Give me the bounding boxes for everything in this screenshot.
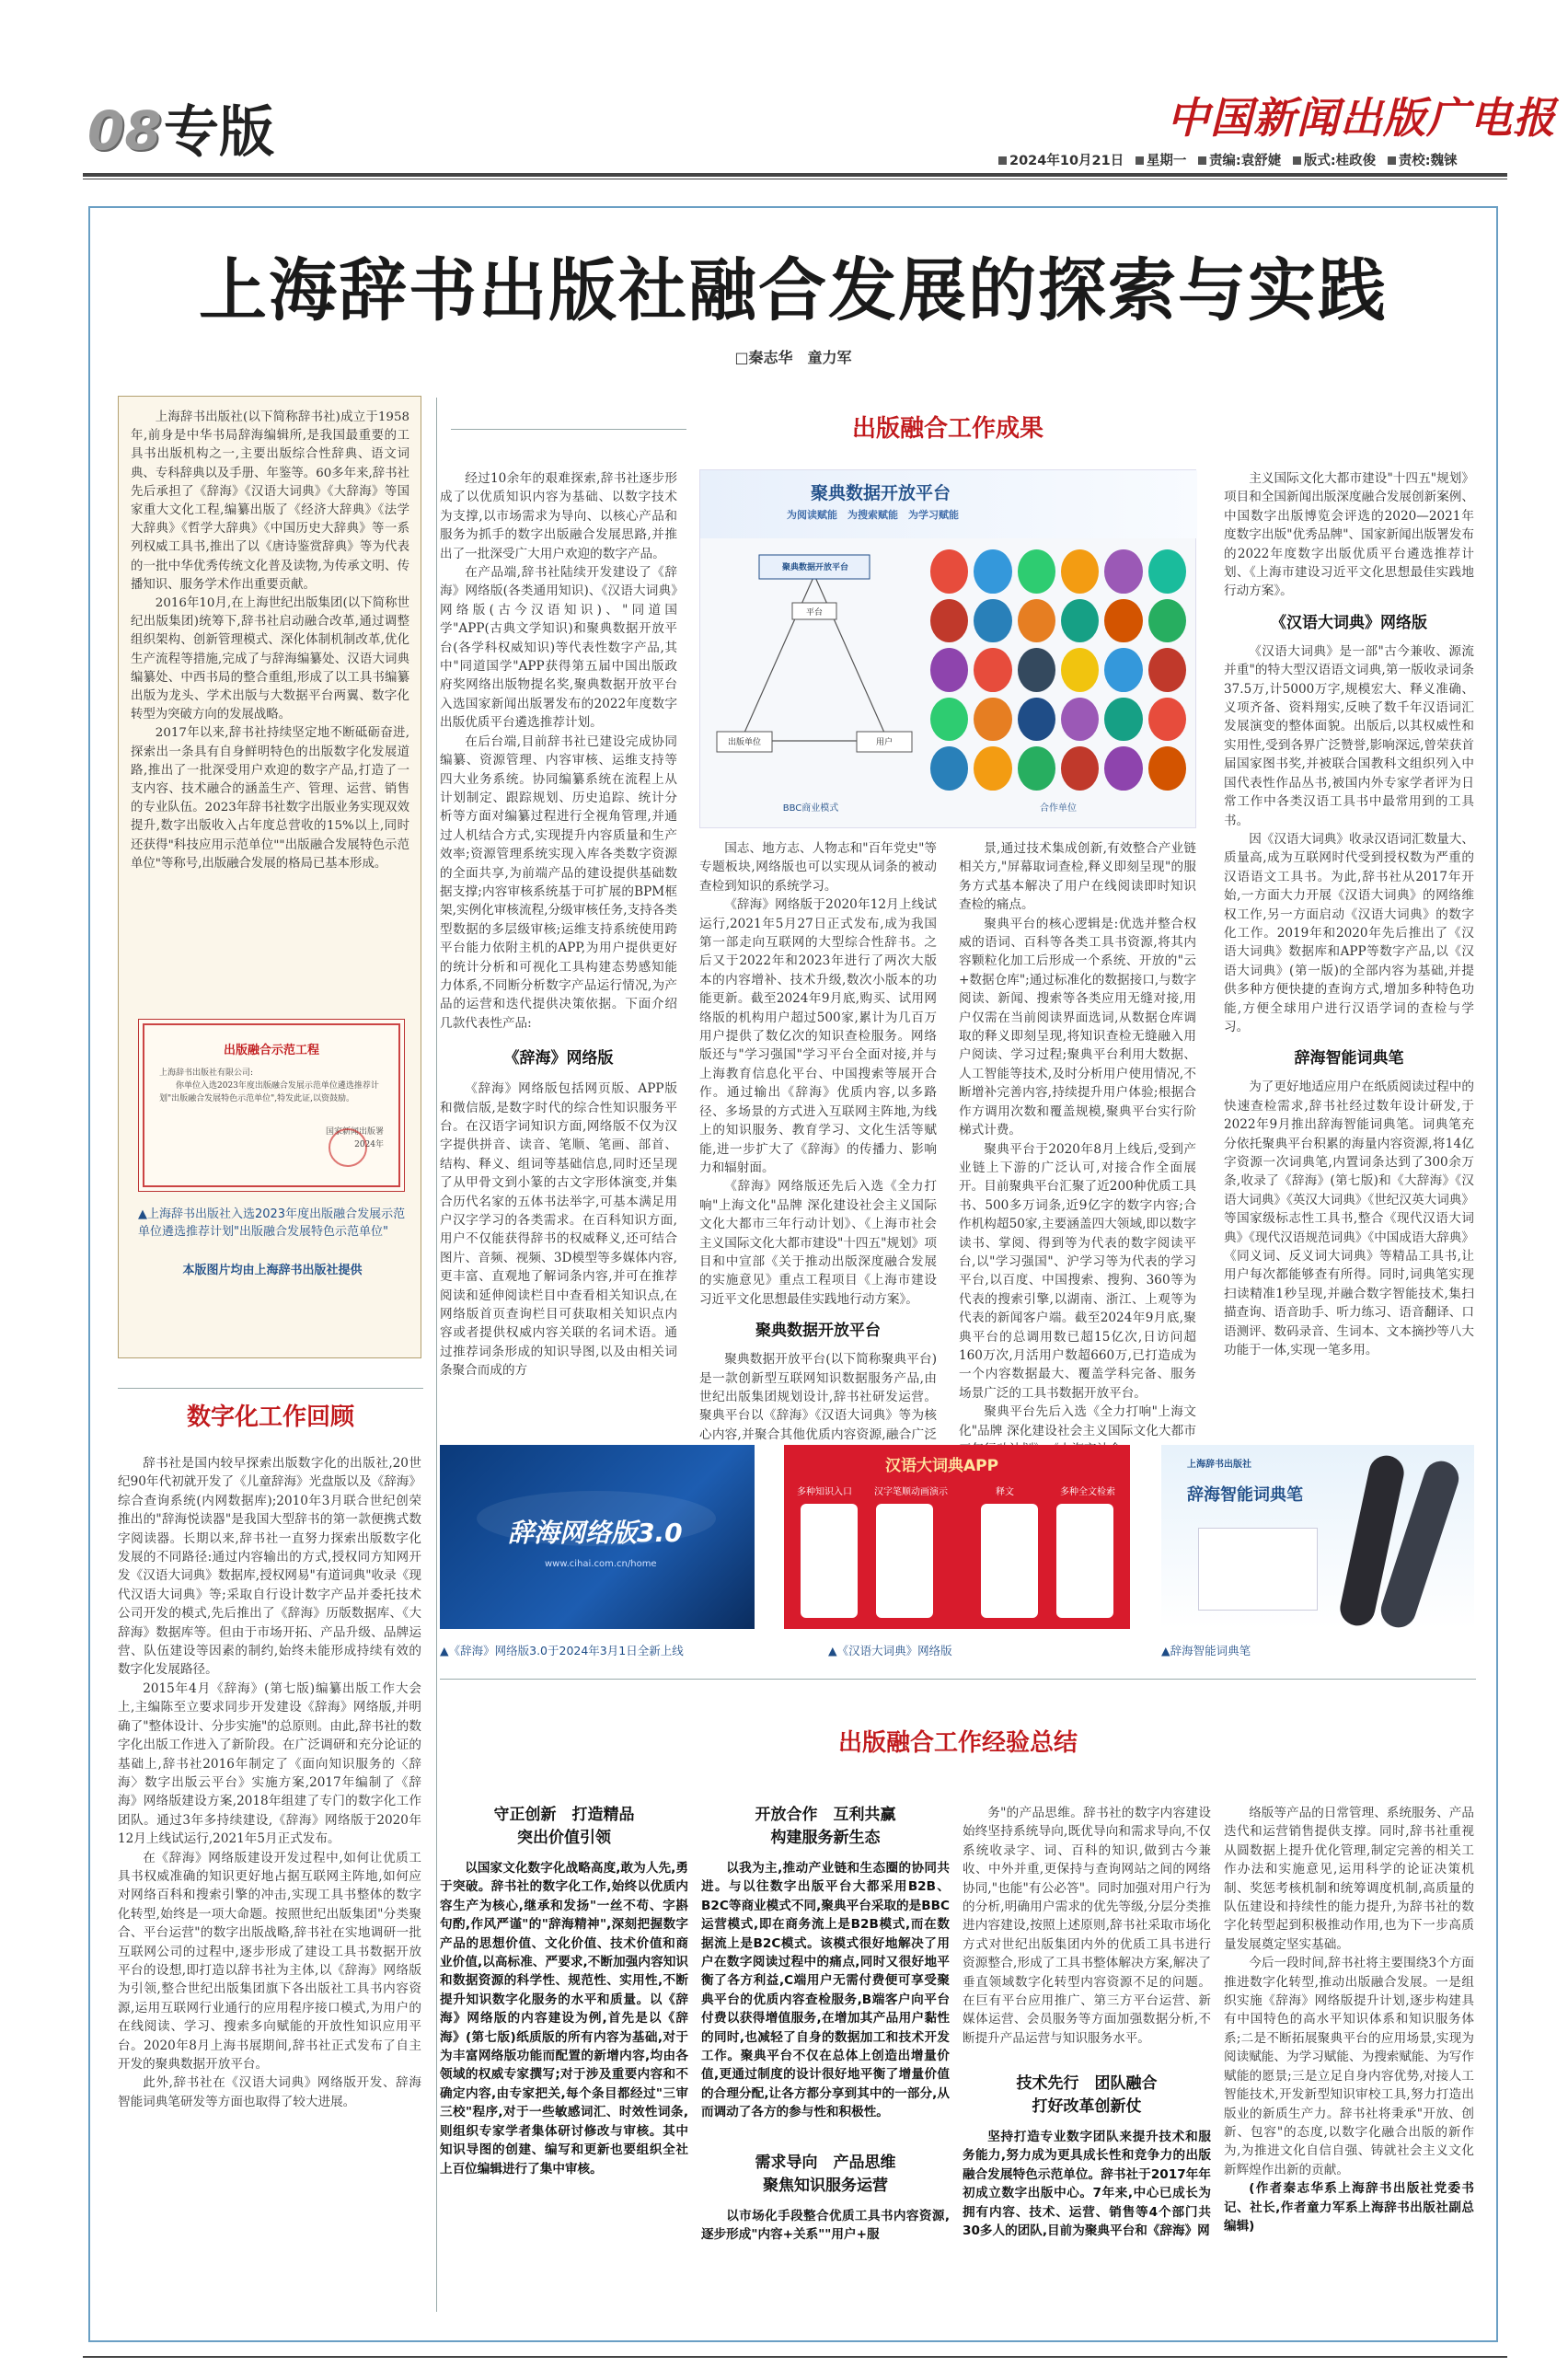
results-heading-rule-left (451, 429, 686, 430)
experience-rule (440, 1679, 1476, 1680)
partner-logo-grid (930, 549, 1186, 791)
certificate-line: 你单位入选2023年度出版融合发展示范单位遴选推荐计划"出版融合发展特色示范单位",特发此证,以资鼓励。 (159, 1081, 379, 1103)
exp-col3b (963, 2128, 1211, 2246)
hydc-feature: 释文 (996, 1487, 1014, 1497)
results-paragraph: 聚典平台先后入选《全力打响"上海文化"品牌 深化建设社会主义国际文化大都市 (959, 1404, 1196, 1438)
results-paragraph: 聚典平台于2020年8月上线后,受到产业链上下游的广泛认可,对接合作全面展开。目前聚典平台汇聚了近200种优质工具书、500多万词条,近9亿字的数字内容;合作机构超50家,主要涵盖四大领域,即以数字读书、掌阅、得到等为代表的数字阅读平台,以"学习强国"、沪学习等为代表的学习平台,以百度、中国搜索、搜狗、360等为代表的搜索引擎,以湖南、浙江、上观等为代表的新闻客户端。截至2024年9月底,聚典平台的总调用数已超15亿次,日访问超160万次,月活用户数超660万,已打造成为一个内容数据最大、覆盖学科完备、服务场景广泛的工具书数据开放平台。 (959, 1141, 1196, 1401)
results-paragraph: 聚典平台的核心逻辑是:优选并整合权威的语词、百科等各类工具书资源,将其内容颗粒化加工后形成一个系统、开放的"云+数据仓库";通过标准化的数据接口,与数字阅读、新闻、搜索等各类应用无缝对接,用户仅需在当前阅读界面选词,从数据仓库调取的释义即刻呈现,将知识查检无缝融入用户阅读、学习过程;聚典平台利用大数据、人工智能等技术,及时分析用户使用情况,不断增补完善内容,持续提升用户体验;根据合作方调用次数和覆盖规模,聚典平台实行阶梯式计费。 (959, 916, 1196, 1138)
block4-title: 技术先行 团队融合 打好改革创新仗 (1016, 2074, 1158, 2116)
partner-logo-icon (1104, 549, 1142, 594)
article-authors: □秦志华 童力军 (734, 349, 852, 366)
partner-logo-icon (1061, 698, 1099, 742)
partner-logo-icon (1148, 549, 1186, 594)
pen-photo-label: 辞海智能词典笔 (1187, 1485, 1303, 1505)
exp-paragraph: 务"的产品思维。辞书社的数字内容建设始终坚持系统导向,既优导向和需求导向,不仅系统收录字、词、百科的知识,做到古今兼收、中外并重,更保持与查询网站之间的网络协同,"也能"有公必答"。同时加强对用户行为的分析,明确用户需求的优先等级,分层分类推进内容建设,按照上述原则,辞书社采取市场化方式对世纪出版集团内外的优质工具书进行资源整合,形成了工具书整体解决方案,解决了垂直领域数字化转型内容资源不足的问题。在巨有平台应用推广、第三方平台运营、新媒体运营、会员服务等方面加强数据分析,不断提升产品运营与知识服务水平。 (963, 1806, 1211, 2046)
exp-paragraph: 今后一段时间,辞书社将主要围绕3个方面推进数字化转型,推动出版融合发展。一是组织实施《辞海》网络版提升计划,逐步构建具有中国特色的高水平知识体系和知识服务体系;二是不断拓展聚典平台的应用场景,实现为阅读赋能、为学习赋能、为搜索赋能、为写作赋能的愿景;三是立足自身内容优势,对接人工智能技术,开发新型知识审校工具,努力打造出版业的新质生产力。辞书社将秉承"开放、创新、包容"的态度,以数字化融合出版的新作为,为推进文化自信自强、铸就社会主义文化新辉煌作出新的贡献。 (1224, 1956, 1474, 2177)
exp-col2b (701, 2207, 950, 2246)
hydc-photo-label: 汉语大词典APP (885, 1457, 999, 1475)
phone-screen (876, 1504, 933, 1618)
hydc-photo (784, 1445, 1130, 1629)
diagram-label: 出版单位 (727, 738, 761, 747)
partner-logo-icon (1148, 648, 1186, 692)
partner-logo-icon (930, 648, 968, 692)
cihai-heading: 《辞海》网络版 (503, 1049, 614, 1068)
diagram-center-label: 聚典数据开放平台 (781, 563, 848, 572)
exp-col4 (1224, 1804, 1474, 2246)
results-col1 (440, 469, 677, 1404)
partner-logo-icon (930, 549, 968, 594)
intro-text (131, 409, 409, 1009)
exp-paragraph: 以我为主,推动产业链和生态圈的协同共进。与以往数字出版平台大都采用B2B、B2C等商业模式不同,聚典平台采取的是BBC运营模式,即在商务流上是B2B模式,而在数据流上是B2C模式。该模式很好地解决了用户在数字阅读过程中的痛点,同时又很好地平衡了各方利益,C端用户无需付费便可享受聚典平台的优质内容查检服务,B端客户向平台付费以获得增值服务,在增加其产品用户黏性的同时,也减轻了自身的数据加工和技术开发工作。聚典平台不仅在总体上创造出增量价值,更通过制度的设计很好地平衡了增量价值的合理分配,让各方都分享到其中的一部分,从而调动了各方的参与性和积极性。 (701, 1861, 950, 2120)
partner-logo-icon (930, 599, 968, 643)
hydc-feature: 多种知识入口 (797, 1487, 852, 1497)
photo-caption: ▲《汉语大词典》网络版 (828, 1644, 952, 1657)
block3-title: 需求导向 产品思维 聚焦知识服务运营 (755, 2154, 896, 2195)
partner-logo-icon (930, 698, 968, 742)
certificate-line: 国家新闻出版署 (325, 1127, 384, 1137)
cihai-photo-label: 辞海网络版3.0 (508, 1518, 683, 1548)
results-paragraph: 国志、地方志、人物志和"百年党史"等专题板块,网络版也可以实现从词条的被动查检到知识的系统学习。 (699, 841, 937, 894)
date-text: 2024年10月21日 (1009, 154, 1124, 168)
results-paragraph: 在后台端,目前辞书社已建设完成协同编纂、资源管理、内容审核、运维支持等四大业务系统。协同编纂系统在流程上从计划制定、跟踪规划、历史追踪、统计分析等方面对编纂过程进行全视角管理,并通过人机结合方式,实现提升内容质量和生产效率;资源管理系统实现入库各类数字资源的全面共享,为前端产品的建设提供基础数据支撑;内容审核系统基于可扩展的BPM框架,实例化审核流程,分级审核任务,支持各类型数据的多层级审核;运维支持系统使用跨平台能力依附主机的APP,为用户提供更好的统计分析和可视化工具构建态势感知能力体系,不同断分析数字产品运行情况,为产品的运营和迭代提供决策依据。下面介绍几款代表性产品: (440, 733, 677, 1031)
review-paragraph: 辞书社是国内较早探索出版数字化的出版社,20世纪90年代初就开发了《儿童辞海》光盘版以及《辞海》综合查询系统(内网数据库);2010年3月联合世纪创荣推出的"辞海悦读器"是我国大型辞书的第一款便携式数字阅读器。长期以来,辞书社一直努力探索出版数字化发展的不同路径:通过内容输出的方式,授权同方知网开发《汉语大词典》数据库,授权网易"有道词典"收录《现代汉语大词典》等;采取自行设计数字产品并委托技术公司开发的模式,先后推出了《辞海》历版数据库、《大辞海》数据库等。但由于市场开拓、产品升级、品牌运营、队伍建设等因素的制约,始终未能形成持续有效的数字化发展路径。 (118, 1456, 421, 1678)
weekday-text: 星期一 (1146, 154, 1187, 168)
block1-title: 守正创新 打造精品 突出价值引领 (493, 1806, 635, 1847)
review-heading: 数字化工作回顾 (186, 1403, 354, 1431)
editor-text: 责编:袁舒婕 (1208, 154, 1282, 168)
masthead-meta (998, 150, 1465, 169)
phone-screen (801, 1504, 858, 1618)
review-text (118, 1454, 421, 2246)
diagram-label: 平台 (805, 608, 823, 618)
exp-paragraph: 坚持打造专业数字团队来提升技术和服务能力,努力成为更具成长性和竞争力的出版融合发展特色示范单位。辞书社于2017年年初成立数字出版中心。7年来,中心已成长为拥有内容、技术、运营、销售等4个部门共30多人的团队,目前为聚典平台和《辞海》网 (963, 2130, 1211, 2239)
page-number: 08 (87, 99, 162, 162)
partner-logo-icon (1148, 599, 1186, 643)
seal-icon (329, 1128, 367, 1167)
partner-logo-icon (1061, 549, 1099, 594)
masthead-rule (83, 173, 1507, 177)
cihai-photo-url: www.cihai.com.cn/home (545, 1559, 657, 1569)
partner-logo-icon (1018, 648, 1055, 692)
review-paragraph: 2015年4月《辞海》(第七版)编纂出版工作大会上,主编陈至立要求同步开发建设《辞海》网络版,并明确了"整体设计、分步实施"的总原则。由此,辞书社的数字化出版工作进入了新阶段。在广泛调研和充分论证的基础上,辞书社2016年制定了《面向知识服务的〈辞海〉数字出版云平台》实施方案,2017年编制了《辞海》网络版建设方案,2018年组建了专门的数字化工作团队。通过3年多持续建设,《辞海》网络版于2020年12月上线试运行,2021年5月正式发布。 (118, 1680, 421, 1847)
platform-diagram (713, 548, 916, 814)
phone-screen (981, 1504, 1038, 1618)
exp-col1 (440, 1859, 688, 2246)
section-title: 专版 (164, 100, 274, 165)
certificate-line: 2024年 (354, 1140, 384, 1149)
partner-logo-icon (974, 698, 1011, 742)
certificate-caption: ▲上海辞书出版社入选2023年度出版融合发展示范单位遴选推荐计划"出版融合发展特色示范单位" (138, 1207, 406, 1239)
photo-credit: 本版图片均由上海辞书出版社提供 (182, 1264, 363, 1277)
jd-heading: 聚典数据开放平台 (755, 1322, 881, 1341)
partner-logo-icon (1061, 746, 1099, 791)
hydc-heading: 《汉语大词典》网络版 (1271, 613, 1427, 632)
results-paragraph: 因《汉语大词典》收录汉语词汇数量大、质量高,成为互联网时代受到授权数为严重的汉语语文工具书。为此,辞书社从2017年开始,一方面大力开展《汉语大词典》的网络维权工作,另一方面启动《汉语大词典》的数字化工作。2019年和2020年先后推出了《汉语大词典》数据库和APP等数字产品,以《汉语大词典》(第一版)的全部内容为基础,并提供多种方便快捷的查询方式,增加多种特色功能,方便全球用户进行汉语学词的查检与学习。 (1224, 831, 1474, 1034)
results-col2 (699, 839, 937, 1442)
results-paragraph: 主义国际文化大都市建设"十四五"规划》项目和全国新闻出版深度融合发展创新案例、中国数字出版博览会评选的2020—2021年度数字出版"优秀品牌"、国家新闻出版署发布的2022年度数字出版优质平台遴选推荐计划、《上海市建设习近平文化思想最佳实践地行动方案》。 (1224, 471, 1474, 599)
results-heading: 出版融合工作成果 (851, 415, 1043, 443)
block2-title: 开放合作 互利共赢 构建服务新生态 (755, 1806, 896, 1847)
exp-paragraph: 以市场化手段整合优质工具书内容资源,逐步形成"内容+关系""用户+服 (701, 2209, 950, 2243)
phone-screen (1056, 1504, 1113, 1618)
results-paragraph: 为了更好地适应用户在纸质阅读过程中的快速查检需求,辞书社经过数年设计研发,于2022年9月推出辞海智能词典笔。词典笔充分依托聚典平台积累的海量内容资源,将14亿字资源一次词典笔,内置词条达到了300余万条,收录了《辞海》(第七版)和《大辞海》《汉语大词典》《英汉大词典》《世纪汉英大词典》等国家级标志性工具书,整合《现代汉语大词典》《现代汉语规范词典》《中国成语大辞典》《同义词、反义词大词典》等精品工具书,让用户每次都能够查有所得。同时,词典笔实现扫读精准1秒呈现,并融合数字智能技术,集扫描查询、语音助手、听力练习、语音翻译、口语测评、数码录音、生词本、文本摘抄等八大功能于一体,实现一笔多用。 (1224, 1080, 1474, 1358)
platform-banner (700, 470, 1197, 538)
partner-logo-icon (1061, 648, 1099, 692)
pen-photo (1161, 1445, 1474, 1629)
partner-logo-icon (1018, 599, 1055, 643)
exp-paragraph: 络版等产品的日常管理、系统服务、产品迭代和运营销售提供支撑。同时,辞书社重视从圆数据上提升优化管理,制定完善的相关工作办法和实施意见,运用科学的论证决策机制、奖惩考核机制和统筹调度机制,高质量的队伍建设和持续性的能力提升,为辞书社的数字化转型起到积极推动作用,也为下一步高质量发展奠定坚实基础。 (1224, 1806, 1474, 1952)
proof-text: 责校:魏铼 (1398, 154, 1458, 168)
partner-logo-icon (1018, 698, 1055, 742)
partner-logo-icon (974, 599, 1011, 643)
partner-logo-icon (930, 746, 968, 791)
partner-logo-icon (974, 746, 1011, 791)
review-heading-rule (118, 1388, 423, 1389)
bottom-rule (83, 2356, 1507, 2358)
partner-logo-icon (1104, 648, 1142, 692)
results-col4 (1224, 469, 1474, 1404)
partner-logo-icon (1148, 698, 1186, 742)
platform-banner-tagline: 为阅读赋能 为搜索赋能 为学习赋能 (787, 509, 959, 521)
results-paragraph: 《辞海》网络版还先后入选《全力打响"上海文化"品牌 深化建设社会主义国际文化大都市三年行动计划》、《上海市社会主义国际文化大都市建设"十四五"规划》项目和中宣部《关于推动出版深度融合发展的实施意见》重点工程项目《上海市建设习近平文化思想最佳实践地行动方案》。 (699, 1179, 937, 1307)
pen-heading: 辞海智能词典笔 (1294, 1049, 1404, 1068)
certificate-title: 出版融合示范工程 (223, 1044, 319, 1057)
results-paragraph: 经过10余年的艰难探索,辞书社逐步形成了以优质知识内容为基础、以数字技术为支撑,以市场需求为导向、以核心产品和服务为抓手的数字出版融合发展思路,并推出了一批深受广大用户欢迎的数字产品。 (440, 471, 677, 561)
partner-logo-icon (1148, 746, 1186, 791)
results-col3 (959, 839, 1196, 1438)
article-title: 上海辞书出版社融合发展的探索与实践 (199, 251, 1388, 330)
certificate-image (138, 1019, 405, 1192)
masthead (0, 0, 1568, 184)
hydc-feature: 汉字笔顺动画演示 (874, 1487, 948, 1497)
layout-text: 版式:桂政俊 (1303, 154, 1377, 168)
certificate-line: 上海辞书出版社有限公司: (159, 1068, 254, 1078)
partner-logo-icon (1104, 599, 1142, 643)
intro-paragraph: 上海辞书出版社(以下简称辞书社)成立于1958年,前身是中华书局辞海编辑所,是我国最重要的工具书出版机构之一,主要出版综合性辞典、语文词典、专科辞典以及手册、年鉴等。60多年来,辞书社先后承担了《辞海》《汉语大词典》《大辞海》等国家重大文化工程,编纂出版了《经济大辞典》《法学大辞典》《哲学大辞典》《中国历史大辞典》等一系列权威工具书,推出了以《唐诗鉴赏辞典》等为代表的一批中华优秀传统文化普及读物,为传承文明、传播知识、服务学术作出重要贡献。 (131, 410, 409, 592)
pen-brand: 上海辞书出版社 (1187, 1460, 1251, 1470)
partner-caption: 合作单位 (1040, 803, 1077, 814)
photo-caption: ▲辞海智能词典笔 (1161, 1644, 1251, 1657)
results-paragraph: 聚典数据开放平台(以下简称聚典平台)是一款创新型互联网知识数据服务产品,由世纪出版集团规划设计,辞书社研发运营。聚典平台以《辞海》《汉语大词典》等为核心内容,并聚合其他优质内容资源,融合广泛 (699, 1352, 937, 1442)
platform-graphic (699, 469, 1196, 828)
results-paragraph: 景,通过技术集成创新,有效整合产业链相关方,"屏幕取词查检,释义即刻呈现"的服务方式基本解决了用户在线阅读即时知识查检的痛点。 (959, 841, 1196, 913)
partner-logo-icon (1018, 746, 1055, 791)
partner-logo-icon (1018, 549, 1055, 594)
column-divider (436, 398, 437, 2312)
partner-logo-icon (974, 648, 1011, 692)
author-note: (作者秦志华系上海辞书出版社党委书记、社长,作者童力军系上海辞书出版社副总编辑) (1224, 2181, 1474, 2234)
intro-paragraph: 2017年以来,辞书社持续坚定地不断砥砺奋进,探索出一条具有自身鲜明特色的出版数字化发展道路,推出了一批深受用户欢迎的数字产品,打造了一支内容、技术融合的涵盖生产、管理、运营、销售的专业队伍。2023年辞书社数字出版业务实现双效提升,数字出版收入占年度总营收的15%以上,同时还获得"科技应用示范单位""出版融合发展特色示范单位"等称号,出版融合发展的格局已基本形成。 (131, 726, 409, 871)
results-paragraph: 在产品端,辞书社陆续开发建设了《辞海》网络版(各类通用知识)、《汉语大词典》网络版(古今汉语知识)、"同道国学"APP(古典文学知识)和聚典数据开放平台(各学科权威知识)等代表性数字产品,其中"同道国学"APP获得第五届中国出版政府奖网络出版物提名奖,聚典数据开放平台入选国家新闻出版署发布的2022年度数字出版优质平台遴选推荐计划。 (440, 565, 677, 731)
exp-paragraph: 以国家文化数字化战略高度,敢为人先,勇于突破。辞书社的数字化工作,始终以优质内容生产为核心,继承和发扬"一丝不苟、字斟句酌,作风严谨"的"辞海精神",深刻把握数字产品的思想价值、文化价值、技术价值和商业价值,以高标准、严要求,不断加强内容知识和数据资源的科学性、规范性、实用性,不断提升知识数字化服务的水平和质量。以《辞海》网络版的内容建设为例,首先是以《辞海》(第七版)纸质版的所有内容为基础,对于为丰富网络版功能而配置的新增内容,均由各领域的权威专家撰写;对于涉及重要内容和不确定内容,由专家把关,每个条目都经过"三审三校"程序,对于一些敏感词汇、时效性词条,则组织专家学者集体研讨修改与审核。其中知识导图的创建、编写和更新也要组织全社上百位编辑进行了集中审核。 (440, 1861, 688, 2177)
partner-logo-icon (974, 549, 1011, 594)
cihai-photo (440, 1445, 755, 1629)
partner-logo-icon (1104, 698, 1142, 742)
paper-name: 中国新闻出版广电报 (1167, 93, 1556, 143)
pen-box (1198, 1528, 1318, 1611)
diagram-caption: BBC商业模式 (782, 803, 839, 814)
partner-logo-icon (1061, 599, 1099, 643)
results-paragraph: 《辞海》网络版于2020年12月上线试运行,2021年5月27日正式发布,成为我国第一部走向互联网的大型综合性辞书。之后又于2022年和2023年进行了两次大版本的内容增补、技术升级,数次小版本的功能更新。截至2024年9月底,购买、试用网络版的机构用户超过500家,累计为几百万用户提供了数亿次的知识查检服务。网络版还与"学习强国"学习平台全面对接,并与上海教育信息化平台、中国搜索等展开合作。通过输出《辞海》优质内容,以多路径、多场景的方式进入互联网主阵地,为线上的知识服务、教育学习、文化生活等赋能,进一步扩大了《辞海》的传播力、影响力和辐射面。 (699, 897, 937, 1175)
platform-banner-title: 聚典数据开放平台 (811, 483, 951, 503)
photo-caption: ▲《辞海》网络版3.0于2024年3月1日全新上线 (440, 1644, 684, 1657)
results-paragraph: 《汉语大词典》是一部"古今兼收、源流并重"的特大型汉语语文词典,第一版收录词条37.5万,计5000万字,规模宏大、释义准确、义项齐备、资料翔实,反映了数千年汉语词汇发展演变的整体面貌。出版后,以其权威性和实用性,受到各界广泛赞誉,影响深远,曾荣获首届国家图书奖,并被联合国教科文组织列入中国代表性作品丛书,被国内外专家学者评为日常工作中各类汉语工具书中最常用到的工具书。 (1224, 643, 1474, 828)
results-paragraph: 《辞海》网络版包括网页版、APP版和微信版,是数字时代的综合性知识服务平台。在汉语字词知识方面,网络版不仅为汉字提供拼音、读音、笔顺、笔画、部首、结构、释义、组词等基础信息,同时还呈现了从甲骨文到小篆的古文字形体演变,并集合历代名家的五体书法举字,可基本满足用户汉字学习的各类需求。在百科知识方面,用户不仅能获得辞书的权威释义,还可结合图片、音频、视频、3D模型等多媒体内容,更丰富、直观地了解词条内容,并可在推荐阅读和延伸阅读栏目中查看相关知识点,在网络版首页查询栏目可获取相关知识点内容或者提供权威内容关联的名词术语。通过推荐词条形成的知识导图,以及由相关词条聚合而成的方 (440, 1081, 677, 1379)
diagram-label: 用户 (875, 738, 893, 747)
exp-col2 (701, 1859, 950, 2146)
hydc-feature: 多种全文检索 (1060, 1487, 1115, 1497)
partner-logo-icon (1104, 746, 1142, 791)
exp-col3 (963, 1804, 1211, 2061)
review-paragraph: 此外,辞书社在《汉语大词典》网络版开发、辞海智能词典笔研发等方面也取得了较大进展。 (118, 2075, 421, 2109)
intro-paragraph: 2016年10月,在上海世纪出版集团(以下简称世纪出版集团)统筹下,辞书社启动融合改革,通过调整组织架构、创新管理模式、深化体制机制改革,优化生产流程等措施,完成了与辞海编纂处、汉语大词典编纂处、中西书局的整合重组,形成了以工具书编纂出版为龙头、学术出版与大数据平台两翼、数字化转型为突破方向的发展战略。 (131, 596, 409, 722)
review-paragraph: 在《辞海》网络版建设开发过程中,如何让优质工具书权威准确的知识更好地占据互联网主阵地,如何应对网络百科和搜索引擎的冲击,实现工具书整体的数字化转型,始终是一项大命题。按照世纪出版集团"分类聚合、平台运营"的数字出版战略,辞书社在实地调研一批互联网公司的过程中,逐步形成了建设工具书数据开放平台的设想,即打造以辞书社为主体,以《辞海》网络版为引领,整合世纪出版集团旗下各出版社工具书内容资源,运用互联网行业通行的应用程序接口模式,为用户的在线阅读、学习、搜索多向赋能的开放性知识应用平台。2020年8月上海书展期间,辞书社正式发布了自主开发的聚典数据开放平台。 (118, 1850, 421, 2072)
experience-heading: 出版融合工作经验总结 (837, 1729, 1078, 1757)
